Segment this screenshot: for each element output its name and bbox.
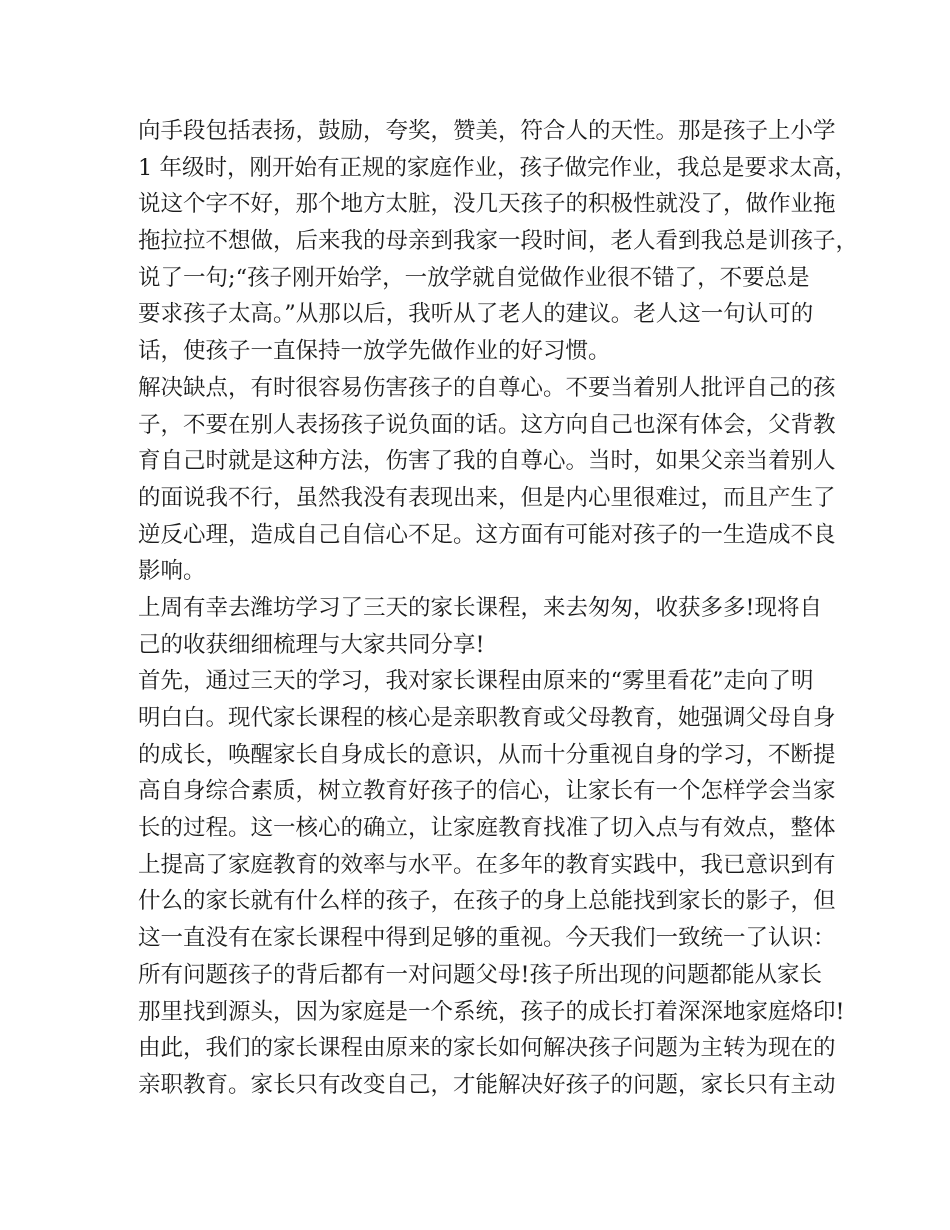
text-line: 育自己时就是这种方法，伤害了我的自尊心。当时，如果父亲当着别人 (138, 448, 836, 475)
text-line: 解决缺点，有时很容易伤害孩子的自尊心。不要当着别人批评自己的孩 (138, 374, 836, 401)
text-line: 说这个字不好，那个地方太脏，没几天孩子的积极性就没了，做作业拖 (138, 191, 836, 218)
text-line: 什么的家长就有什么样的孩子，在孩子的身上总能找到家长的影子，但 (138, 888, 836, 915)
text-line: 说了一句;“孩子刚开始学，一放学就自觉做作业很不错了，不要总是 (138, 264, 810, 291)
text-line: 要求孩子太高。”从那以后，我听从了老人的建议。老人这一句认可的 (138, 301, 814, 328)
text-line: 影响。 (138, 558, 206, 585)
text-line: 首先，通过三天的学习，我对家长课程由原来的“雾里看花”走向了明 (138, 668, 814, 695)
text-line: 逆反心理，造成自己自信心不足。这方面有可能对孩子的一生造成不良 (138, 521, 836, 548)
text-line: 长的过程。这一核心的确立，让家庭教育找准了切入点与有效点，整体 (138, 815, 836, 842)
text-line: 己的收获细细梳理与大家共同分享! (138, 631, 485, 658)
text-line: 由此，我们的家长课程由原来的家长如何解决孩子问题为主转为现在的 (138, 1035, 836, 1062)
text-line: 的成长，唤醒家长自身成长的意识，从而十分重视自身的学习，不断提 (138, 741, 836, 768)
body-text (138, 113, 859, 1104)
text-line: 向手段包括表扬，鼓励，夸奖，赞美，符合人的天性。那是孩子上小学 (138, 118, 836, 144)
text-line: 上周有幸去潍坊学习了三天的家长课程，来去匆匆，收获多多!现将自 (138, 594, 823, 621)
text-line: 所有问题孩子的背后都有一对问题父母!孩子所出现的问题都能从家长 (138, 961, 823, 988)
text-line: 那里找到源头，因为家庭是一个系统，孩子的成长打着深深地家庭烙印! (138, 998, 845, 1025)
text-line: 明白白。现代家长课程的核心是亲职教育或父母教育，她强调父母自身 (138, 705, 836, 731)
text-line: 这一直没有在家长课程中得到足够的重视。今天我们一致统一了认识： (138, 925, 836, 952)
text-line: 子，不要在别人表扬孩子说负面的话。这方向自己也深有体会，父背教 (138, 411, 836, 438)
text-line: 话，使孩子一直保持一放学先做作业的好习惯。 (138, 338, 611, 365)
text-line: 1 年级时，刚开始有正规的家庭作业，孩子做完作业，我总是要求太高， (138, 154, 857, 181)
text-line: 拖拉拉不想做，后来我的母亲到我家一段时间，老人看到我总是训孩子， (138, 228, 859, 255)
text-line: 的面说我不行，虽然我没有表现出来，但是内心里很难过，而且产生了 (138, 484, 836, 511)
text-line: 高自身综合素质，树立教育好孩子的信心，让家长有一个怎样学会当家 (138, 778, 836, 805)
text-line: 上提高了家庭教育的效率与水平。在多年的教育实践中，我已意识到有 (138, 851, 836, 878)
text-line: 亲职教育。家长只有改变自己，才能解决好孩子的问题，家长只有主动 (138, 1071, 836, 1098)
